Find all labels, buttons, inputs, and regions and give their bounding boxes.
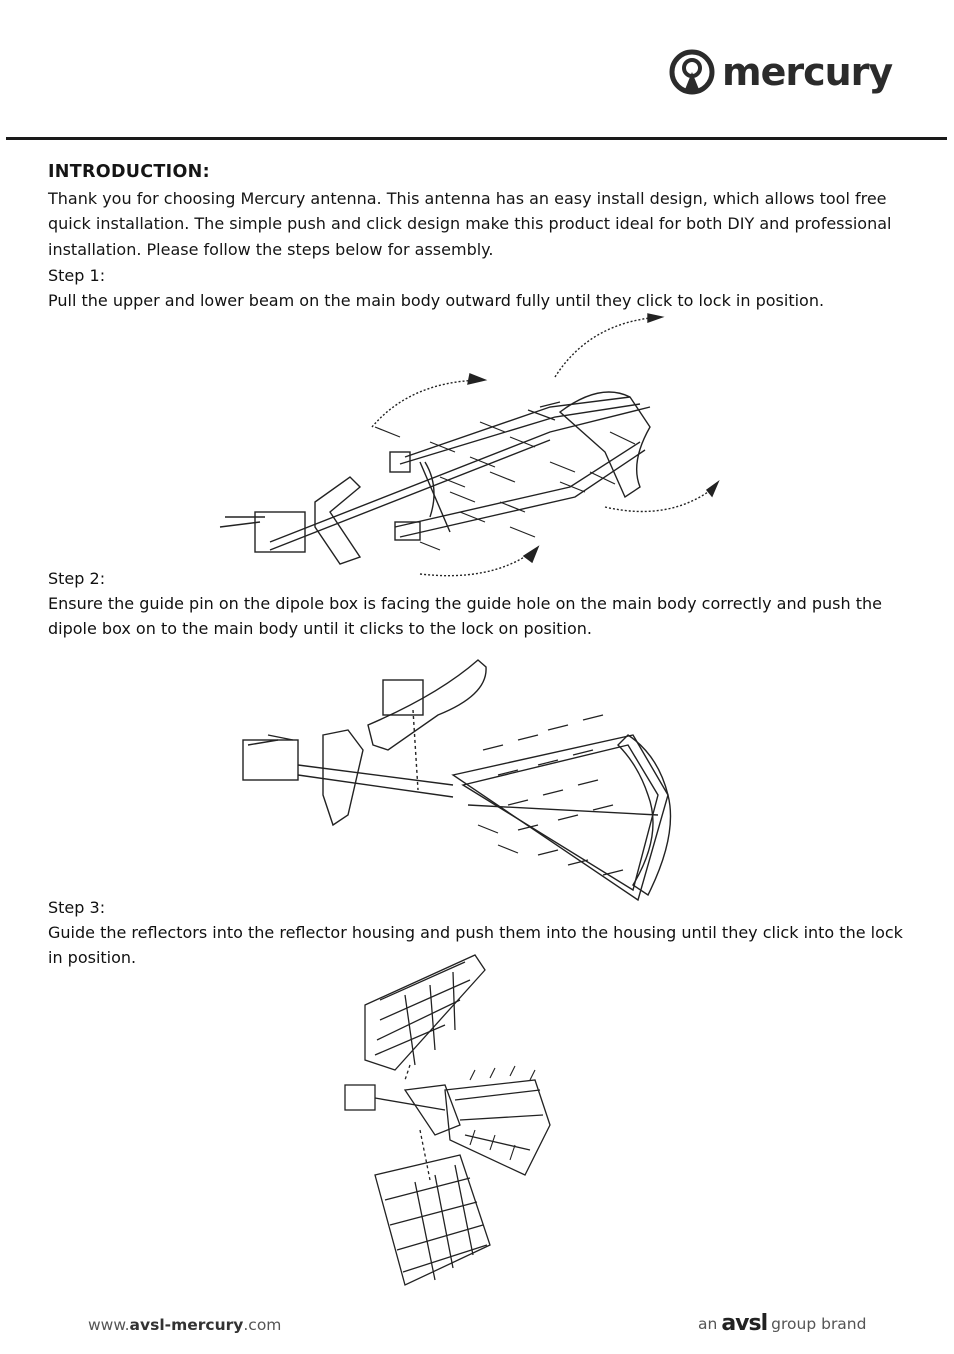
logo-text: mercury xyxy=(722,50,893,94)
step1-label: Step 1: xyxy=(48,266,106,285)
website-suffix: .com xyxy=(243,1316,282,1334)
avsl-logo: avsl xyxy=(721,1311,768,1336)
intro-section xyxy=(48,158,910,262)
brand-prefix: an xyxy=(698,1314,718,1333)
step3-text: Guide the reflectors into the reflector housing and push them into the housing until they click into the lock in position. xyxy=(48,923,903,968)
step2-label: Step 2: xyxy=(48,569,106,588)
website-domain: avsl-mercury xyxy=(129,1316,244,1334)
step1-text: Pull the upper and lower beam on the main body outward fully until they click to lock in position. xyxy=(48,291,825,310)
brand-logo xyxy=(668,44,908,100)
antenna-step2-illustration xyxy=(238,655,686,915)
footer-website[interactable] xyxy=(88,1316,281,1334)
mercury-logo-icon xyxy=(668,48,716,96)
header-divider xyxy=(6,137,947,140)
antenna-step1-illustration xyxy=(210,312,730,582)
step2-text: Ensure the guide pin on the dipole box is facing the guide hole on the main body correctly and push the dipole box on to the main body until it clicks to the lock on position. xyxy=(48,594,882,639)
antenna-step3-illustration xyxy=(335,950,555,1295)
footer-brand xyxy=(698,1311,866,1336)
intro-heading: INTRODUCTION: xyxy=(48,162,210,182)
step3-label: Step 3: xyxy=(48,898,106,917)
website-prefix: www. xyxy=(88,1316,130,1334)
brand-suffix: group brand xyxy=(771,1314,867,1333)
intro-paragraph: Thank you for choosing Mercury antenna. This antenna has an easy install design, which allows tool free quick installation. The simple push and click design make this product ideal for both DIY and professional installation. Please follow the steps below for assembly. xyxy=(48,189,892,259)
